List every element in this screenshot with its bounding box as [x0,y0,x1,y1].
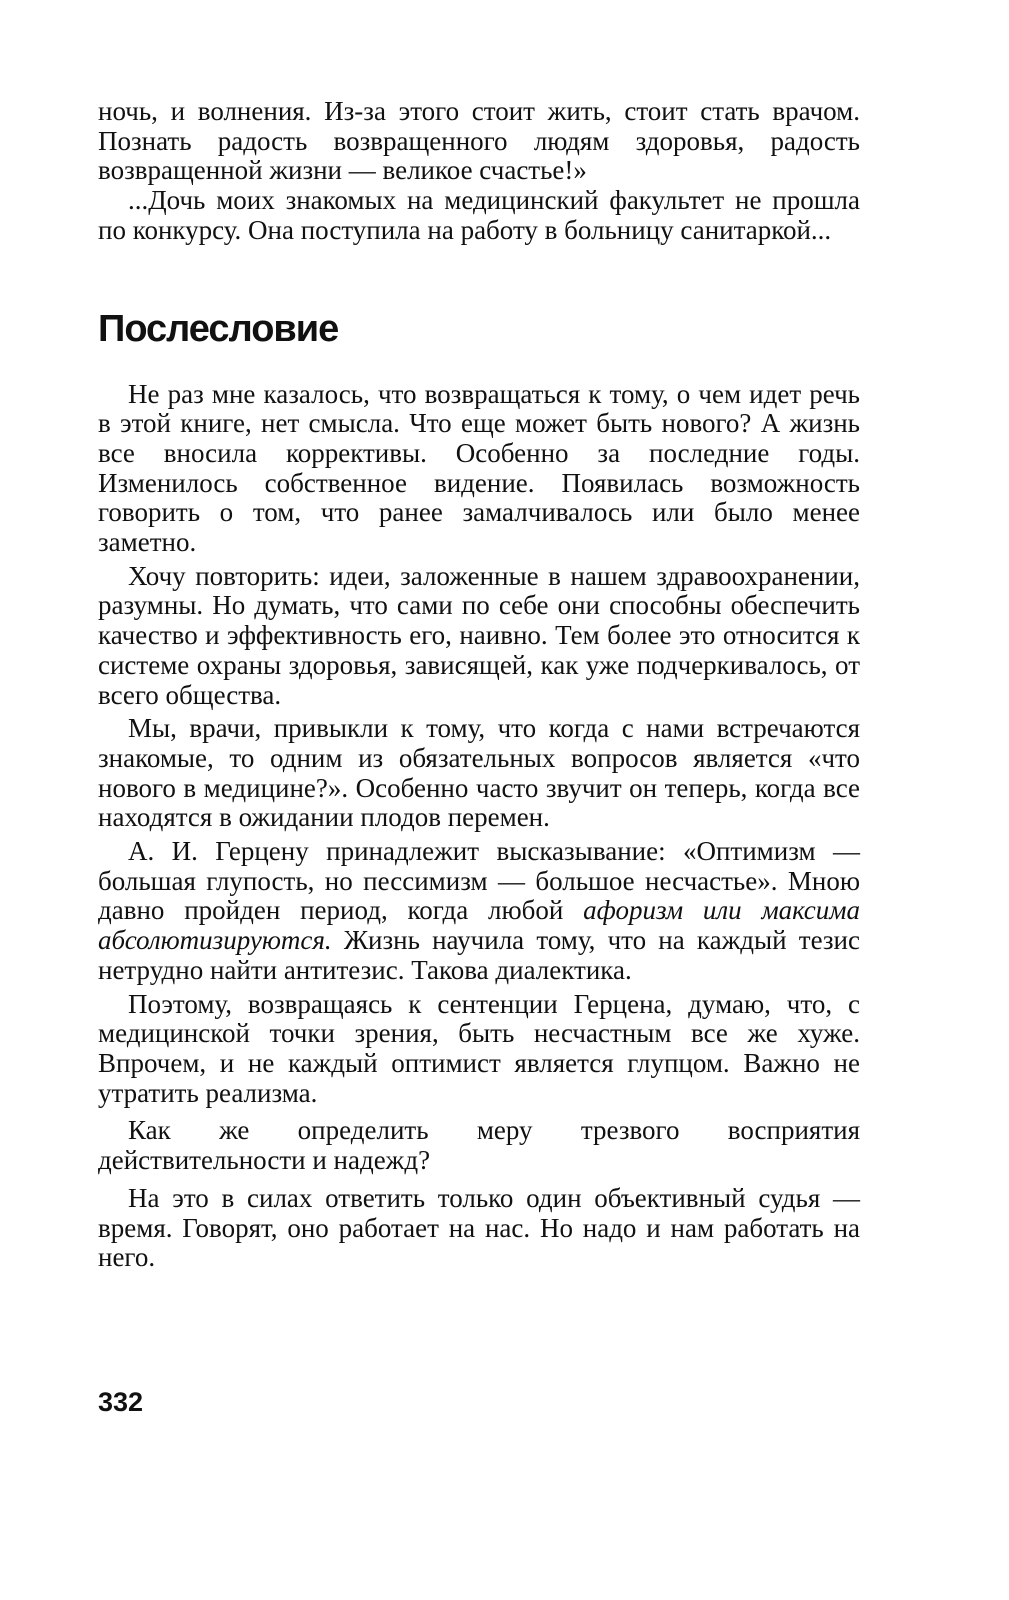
afterword-paragraph-1: Не раз мне казалось, что возвращаться к тому, о чем идет речь в этой книге, нет смысла. Что еще может быть нового? А жизнь все вносила коррективы. Особенно за последние годы. Изменилось собственное видение. Появилась возможность говорить о том, что ранее замалчивалось или было менее заметно. [98,378,860,558]
afterword-paragraph-6: Как же определить меру трезвого восприятия действительности и надежд? [98,1115,860,1176]
herzen-text-after: Жизнь научила тому, что на каждый тезис нетрудно найти антитезис. Такова диалектика. [98,925,860,985]
afterword-paragraph-3: Мы, врачи, привыкли к тому, что когда с нами встречаются знакомые, то одним из обязательных вопросов является «что нового в медицине?». Особенно часто звучит он теперь, когда все находятся в ожидании плодов перемен. [98,713,860,833]
page-body [98,97,860,1273]
afterword-paragraph-5: Поэтому, возвращаясь к сентенции Герцена, думаю, что, с медицинской точки зрения, быть несчастным все же хуже. Впрочем, и не каждый оптимист является глупцом. Важно не утратить реализма. [98,988,860,1108]
afterword-paragraph-2: Хочу повторить: идеи, заложенные в нашем здравоохранении, разумны. Но думать, что сами по себе они способны обеспечить качество и эффективность его, наивно. Тем более это относится к системе охраны здоровья, зависящей, как уже подчеркивалось, от всего общества. [98,560,860,710]
afterword-paragraph-7: На это в силах ответить только один объективный судья — время. Говорят, оно работает на нас. Но надо и нам работать на него. [98,1182,860,1273]
section-title: Послесловие [98,307,339,350]
intro-paragraph-continued: ночь, и волнения. Из-за этого стоит жить, стоит стать врачом. Познать радость возвращенного людям здоровья, радость возвращенной жизни — великое счастье!» [98,96,860,186]
afterword-paragraph-herzen [98,837,860,986]
page-number: 332 [98,1387,144,1417]
herzen-text-italic: афоризм или максима абсолютизируются. [98,895,860,956]
intro-paragraph-daughter: ...Дочь моих знакомых на медицинский факультет не прошла по конкурсу. Она поступила на работу в больницу санитаркой... [98,185,860,245]
herzen-text-before: А. И. Герцену принадлежит высказывание: «Оптимизм — большая глупость, но пессимизм — большое несчастье». Мною давно пройден период, когда любой [98,836,860,926]
